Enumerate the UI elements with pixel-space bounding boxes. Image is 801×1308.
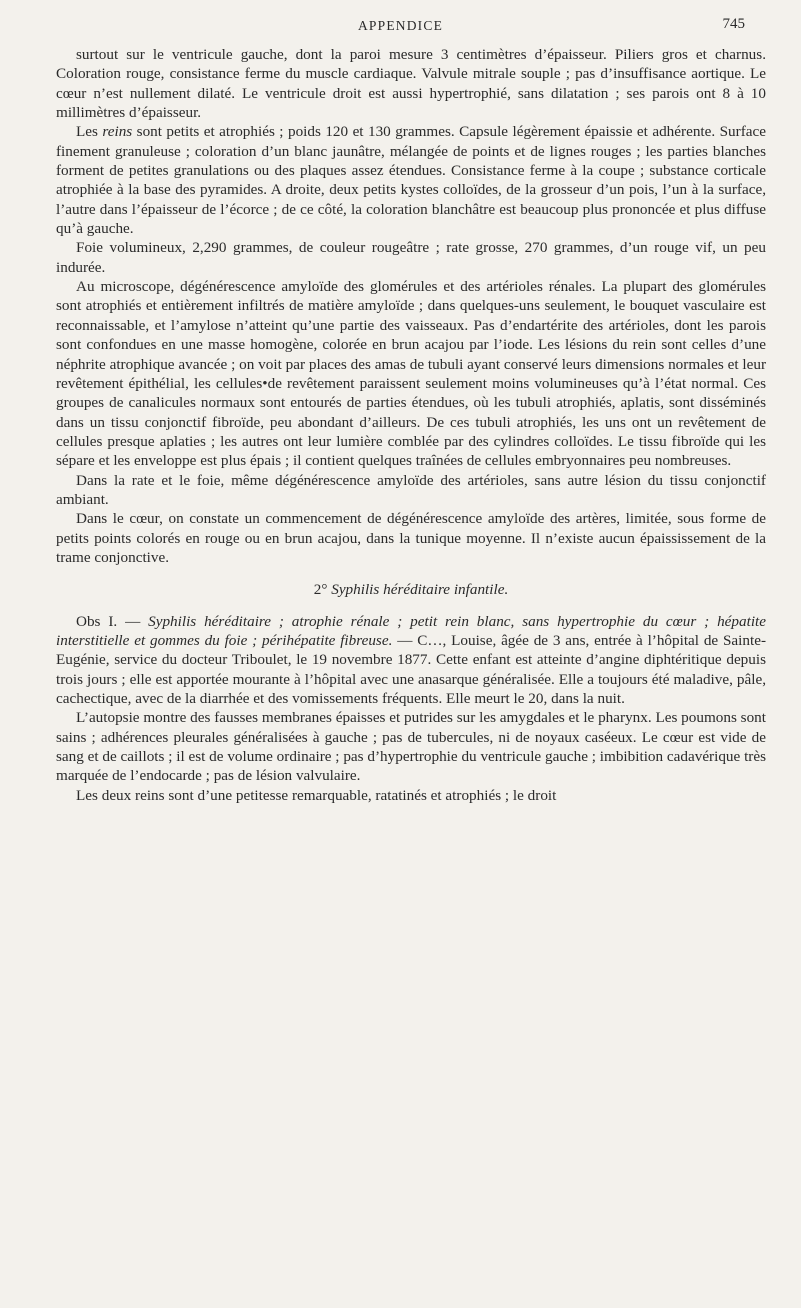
section-title: [56, 580, 766, 599]
paragraph-spleen: [56, 471, 766, 510]
paragraph-kidneys-2: [56, 786, 766, 805]
paragraph-text: surtout sur le ventricule gauche, dont la paroi mesure 3 centimètres d’épaisseur. Piliers gros et charnus. Coloration rouge, consistance ferme du muscle cardiaque. Valvule mitrale souple ; pas d’insuffisance aortique. Le cœur n’est nullement dilaté. Le ventricule droit est aussi hypertrophié, sans dilatation ; ses parois ont 8 à 10 millimètres d’épaisseur.: [56, 46, 766, 122]
paragraph-microscope: [56, 277, 766, 470]
paragraph-text: Dans le cœur, on constate un commencement de dégénérescence amyloïde des artères, limitée, sous forme de petits points colorés en rouge ou en brun acajou, dans la tunique moyenne. Il n’existe aucun épaississement de la trame conjonctive.: [56, 510, 766, 566]
section-title-text: Syphilis héréditaire infantile.: [331, 581, 509, 599]
page-number: 745: [722, 16, 745, 32]
paragraph-text: — C…, Louise, âgée de 3 ans, entrée à l’hôpital de Sainte-Eugénie, service du docteur Triboulet, le 19 novembre 1877. Cette enfant est atteinte d’angine diphtéritique depuis trois jours ; elle est apportée mourante à l’hôpital avec une anasarque généralisée. Elle a toujours été maladive, pâle, cachectique, avec de la diarrhée et des vomissements fréquents. Elle meurt le 20, dans la nuit.: [56, 631, 766, 707]
paragraph-autopsy: [56, 708, 766, 785]
paragraph-heart-arteries: [56, 509, 766, 567]
page-header: [0, 18, 801, 38]
body-text: [56, 45, 766, 805]
paragraph-text: sont petits et atrophiés ; poids 120 et 130 grammes. Capsule légèrement épaissie et adhérente. Surface finement granuleuse ; coloration d’un blanc jaunâtre, mélangée de points et de lignes rouges ; les parties blanches forment de petites granulations ou des plaques assez étendues. Consistance ferme à la coupe ; substance corticale atrophiée à la base des pyramides. A droite, deux petits kystes colloïdes, de la grosseur d’un pois, l’un à la surface, l’autre dans l’épaisseur de l’écorce ; de ce côté, la coloration blanchâtre est beaucoup plus prononcée et plus diffuse qu’à gauche.: [56, 123, 766, 238]
paragraph-kidneys: [56, 122, 766, 238]
emphasis: Syphilis héréditaire ; atrophie rénale ; petit rein blanc, sans hypertrophie du cœur ; hépatite interstitielle et gommes du foie ; périhépatite fibreuse.: [56, 612, 766, 649]
emphasis: reins: [102, 123, 133, 141]
paragraph-liver: [56, 238, 766, 277]
paragraph-lead: Obs I. —: [76, 612, 149, 630]
section-number: 2°: [313, 581, 328, 599]
paragraph-heart: [56, 45, 766, 122]
paragraph-text: L’autopsie montre des fausses membranes épaisses et putrides sur les amygdales et le pharynx. Les poumons sont sains ; adhérences pleurales généralisées à gauche ; pas de tubercules, ni de noyaux caséeux. Le cœur est vide de sang et de caillots ; il est de volume ordinaire ; pas d’hypertrophie du ventricule gauche ; imbibition cadavérique très marquée de l’endocarde ; pas de lésion valvulaire.: [56, 709, 766, 785]
paragraph-text: Les deux reins sont d’une petitesse remarquable, ratatinés et atrophiés ; le droit: [76, 786, 557, 804]
paragraph-text: Dans la rate et le foie, même dégénérescence amyloïde des artérioles, sans autre lésion du tissu conjonctif ambiant.: [56, 471, 766, 508]
paragraph-observation: [56, 612, 766, 709]
paragraph-text: Foie volumineux, 2,290 grammes, de couleur rougeâtre ; rate grosse, 270 grammes, d’un rouge vif, un peu indurée.: [56, 239, 766, 276]
paragraph-text: Au microscope, dégénérescence amyloïde des glomérules et des artérioles rénales. La plupart des glomérules sont atrophiés et entièrement infiltrés de matière amyloïde ; dans quelques-uns seulement, le bouquet vasculaire est reconnaissable, et l’amylose n’atteint qu’une partie des vaisseaux. Pas d’endartérite des artérioles, dont les parois sont confondues en une masse homogène, colorée en brun acajou par l’iode. Les lésions du rein sont celles d’une néphrite atrophique avancée ; on voit par places des amas de tubuli ayant conservé leurs dimensions normales et leur revêtement épithélial, les cellules•de revêtement paraissent seulement moins volumineuses qu’à l’état normal. Ces groupes de canalicules normaux sont entourés de parties étendues, où les tubuli atrophiés, aplatis, sont disséminés dans un tissu conjonctif fibroïde, peu abondant d’ailleurs. De ces tubuli atrophiés, les uns ont un revêtement de cellules presque aplaties ; les autres ont leur lumière comblée par des cylindres colloïdes. Le tissu fibroïde qui les sépare et les enveloppe est plus épais ; il contient quelques traînées de cellules embryonnaires peu nombreuses.: [56, 278, 766, 470]
running-head: APPENDICE: [357, 18, 444, 33]
paragraph-lead: Les: [76, 123, 103, 141]
